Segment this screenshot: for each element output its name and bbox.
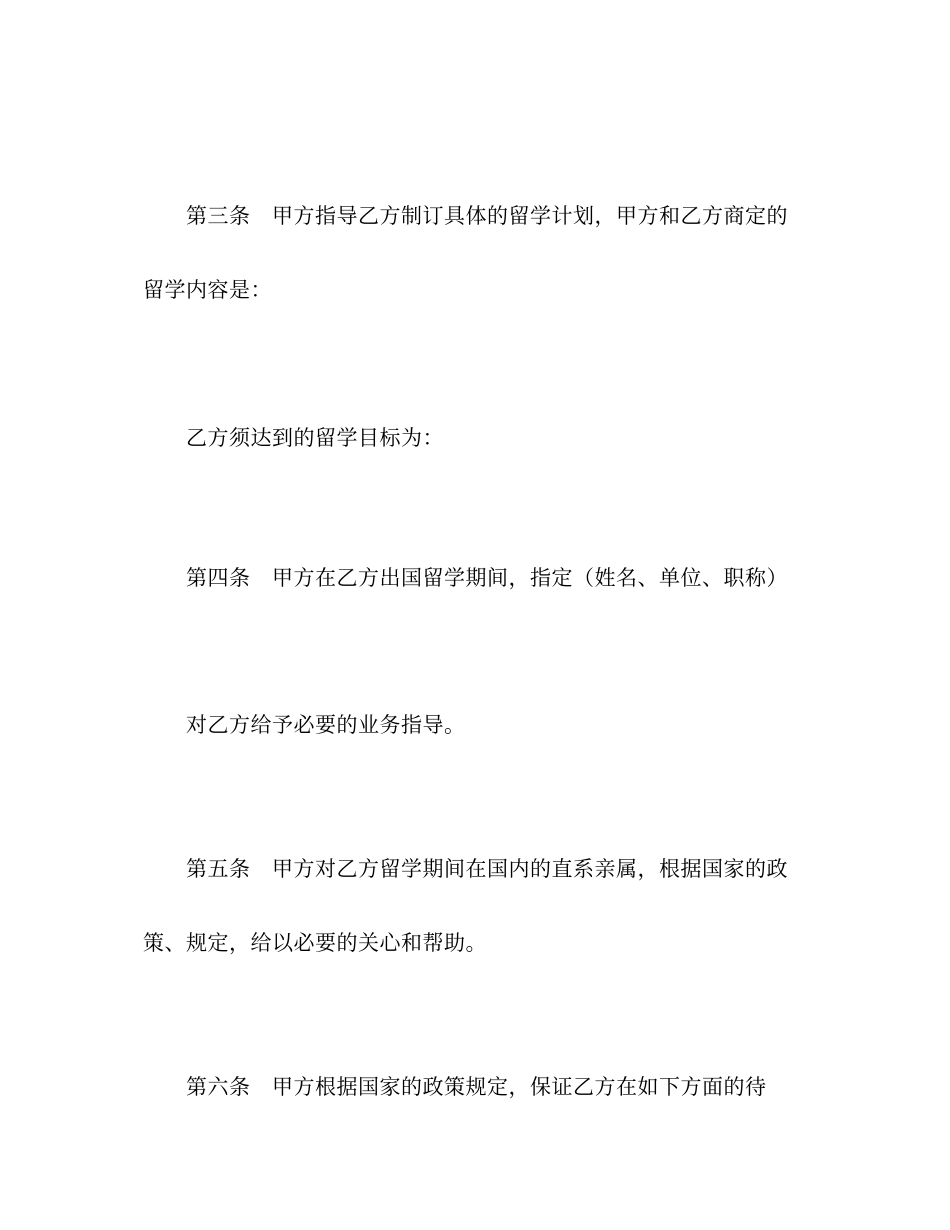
article-4-line-2: 对乙方给予必要的业务指导。 (186, 713, 466, 737)
article-5-line-1: 第五条 甲方对乙方留学期间在国内的直系亲属，根据国家的政 (186, 857, 788, 881)
article-5-line-2: 策、规定，给以必要的关心和帮助。 (143, 931, 487, 955)
article-4-line-1: 第四条 甲方在乙方出国留学期间，指定（姓名、单位、职称） (186, 566, 788, 590)
article-6-line-1: 第六条 甲方根据国家的政策规定，保证乙方在如下方面的待 (186, 1075, 767, 1099)
article-3-line-2: 留学内容是： (143, 278, 272, 302)
study-goal-line: 乙方须达到的留学目标为： (186, 426, 444, 450)
article-3-line-1: 第三条 甲方指导乙方制订具体的留学计划，甲方和乙方商定的 (186, 204, 788, 228)
